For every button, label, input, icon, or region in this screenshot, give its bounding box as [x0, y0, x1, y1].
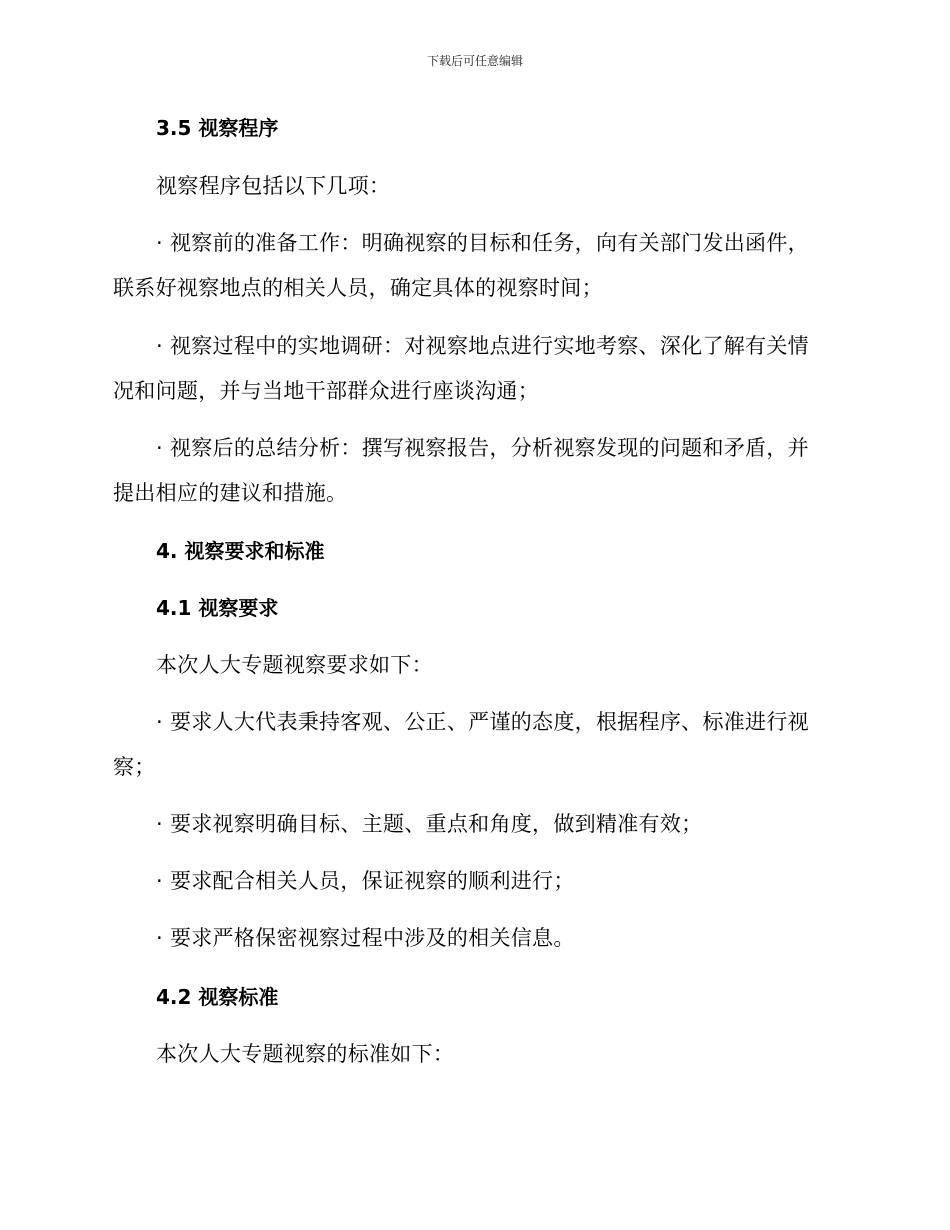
section-3-5-intro: 视察程序包括以下几项：: [156, 174, 391, 198]
page-header-note: 下载后可任意编辑: [426, 54, 523, 68]
section-4-heading: 4. 视察要求和标准: [156, 539, 325, 563]
requirement-item-confidentiality: · 要求严格保密视察过程中涉及的相关信息。: [156, 926, 575, 950]
section-4-1-intro: 本次人大专题视察要求如下：: [156, 653, 433, 677]
requirement-item-focus: · 要求视察明确目标、主题、重点和角度，做到精准有效；: [156, 812, 703, 836]
section-4-2-heading: 4.2 视察标准: [156, 985, 279, 1009]
requirement-item-cooperation: · 要求配合相关人员，保证视察的顺利进行；: [156, 869, 575, 893]
section-4-2-intro: 本次人大专题视察的标准如下：: [156, 1042, 455, 1066]
procedure-item-preparation: · 视察前的准备工作：明确视察的目标和任务，向有关部门发出函件，联系好视察地点的相关人员，确定具体的视察时间；: [113, 231, 809, 300]
procedure-item-field-research: · 视察过程中的实地调研：对视察地点进行实地考察、深化了解有关情况和问题，并与当地干部群众进行座谈沟通；: [113, 334, 809, 403]
section-3-5-heading: 3.5 视察程序: [156, 116, 279, 140]
procedure-item-summary: · 视察后的总结分析：撰写视察报告，分析视察发现的问题和矛盾，并提出相应的建议和措施。: [113, 436, 809, 505]
requirement-item-attitude: · 要求人大代表秉持客观、公正、严谨的态度，根据程序、标准进行视察；: [113, 710, 809, 779]
section-4-1-heading: 4.1 视察要求: [156, 596, 279, 620]
